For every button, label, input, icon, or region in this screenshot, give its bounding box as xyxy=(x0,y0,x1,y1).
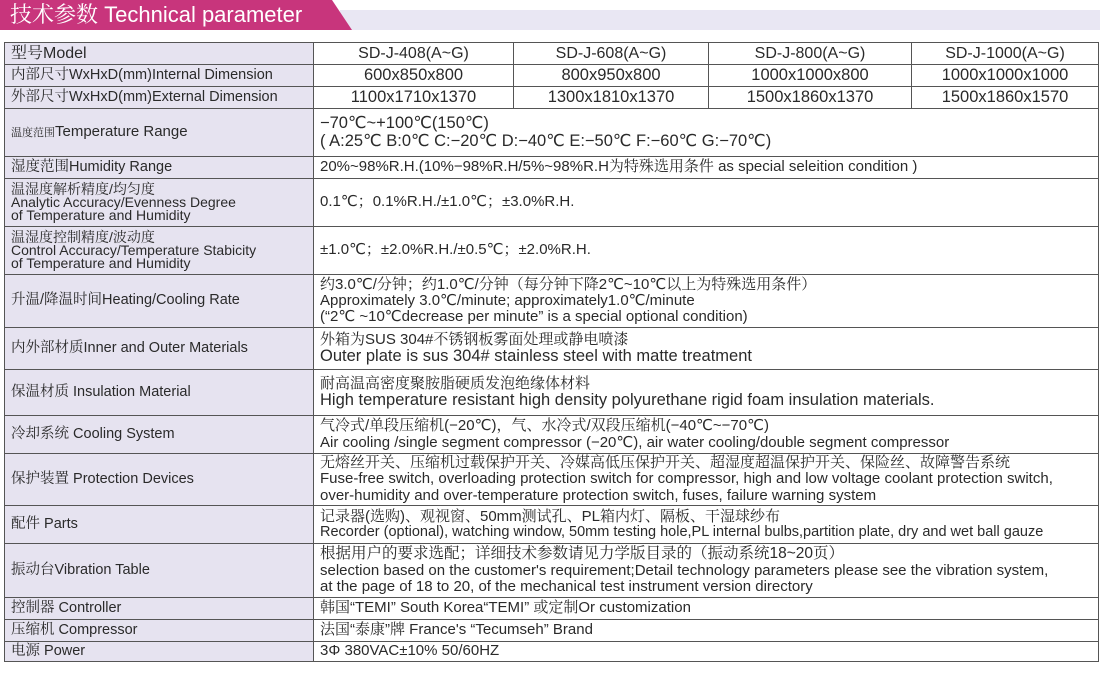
protection-devices-label: 保护装置 Protection Devices xyxy=(5,454,314,506)
external-value-800: 1500x1860x1370 xyxy=(709,87,912,109)
heating-cooling-rate-value xyxy=(314,275,1099,328)
rate-line1: 约3.0℃/分钟；约1.0℃/分钟（每分钟下降2℃~10℃以上为特殊选用条件） xyxy=(320,275,817,293)
power-value: 3Φ 380VAC±10% 50/60HZ xyxy=(314,642,1099,662)
model-value-408: SD-J-408(A~G) xyxy=(314,43,514,65)
row-temperature-range xyxy=(5,109,1099,157)
accuracy-value: 0.1℃；0.1%R.H./±1.0℃；±3.0%R.H. xyxy=(314,179,1099,227)
controller-label: 控制器 Controller xyxy=(5,598,314,620)
external-value-408: 1100x1710x1370 xyxy=(314,87,514,109)
section-title: 技术参数 Technical parameter xyxy=(10,2,303,27)
internal-dimension-label: 内部尺寸WxHxD(mm)Internal Dimension xyxy=(5,65,314,87)
compressor-label: 压缩机 Compressor xyxy=(5,620,314,642)
insulation-label: 保温材质 Insulation Material xyxy=(5,370,314,416)
external-value-1000: 1500x1860x1570 xyxy=(912,87,1099,109)
protection-line3: over-humidity and over-temperature protection switch, fuses, failure warning system xyxy=(320,486,877,504)
parts-line1: 记录器(选购)、观视窗、50mm测试孔、PL箱内灯、隔板、干湿球纱布 xyxy=(320,507,781,525)
row-power xyxy=(5,642,1099,662)
row-controller xyxy=(5,598,1099,620)
temperature-label-en: Temperature Range xyxy=(55,123,188,141)
temperature-range-label xyxy=(5,109,314,157)
control-accuracy-label xyxy=(5,227,314,275)
humidity-range-value: 20%~98%R.H.(10%−98%R.H/5%~98%R.H为特殊选用条件 as special seleition condition ) xyxy=(314,157,1099,179)
vibration-table-value xyxy=(314,544,1099,598)
control-label-en1: Control Accuracy/Temperature Stabicity xyxy=(11,241,257,258)
parts-label: 配件 Parts xyxy=(5,506,314,544)
cooling-line2: Air cooling /single segment compressor (−20℃), air water cooling/double segment compressor xyxy=(320,433,950,451)
materials-line1: 外箱为SUS 304#不锈钢板雾面处理或静电喷漆 xyxy=(320,330,629,348)
vibration-line1: 根据用户的要求选配；详细技术参数请见力学版目录的（振动系统18~20页） xyxy=(320,544,845,562)
internal-value-800: 1000x1000x800 xyxy=(709,65,912,87)
protection-devices-value xyxy=(314,454,1099,506)
insulation-line1: 耐高温高密度聚胺脂硬质发泡绝缘体材料 xyxy=(320,374,591,392)
row-heating-cooling-rate xyxy=(5,275,1099,328)
header-bar xyxy=(340,10,1100,30)
internal-value-408: 600x850x800 xyxy=(314,65,514,87)
accuracy-label xyxy=(5,179,314,227)
vibration-line3: at the page of 18 to 20, of the mechanical test instrument version directory xyxy=(320,577,813,595)
control-accuracy-value: ±1.0℃；±2.0%R.H./±0.5℃；±2.0%R.H. xyxy=(314,227,1099,275)
external-dimension-label: 外部尺寸WxHxD(mm)External Dimension xyxy=(5,87,314,109)
temperature-range-line1: −70℃~+100℃(150℃) xyxy=(320,113,489,132)
cooling-line1: 气冷式/单段压缩机(−20℃)，气、水冷式/双段压缩机(−40℃~−70℃) xyxy=(320,417,769,435)
materials-line2: Outer plate is sus 304# stainless steel with matte treatment xyxy=(320,346,752,365)
row-humidity-range xyxy=(5,157,1099,179)
humidity-range-label: 湿度范围Humidity Range xyxy=(5,157,314,179)
materials-label: 内外部材质Inner and Outer Materials xyxy=(5,328,314,370)
row-external-dimension xyxy=(5,87,1099,109)
heating-cooling-rate-label: 升温/降温时间Heating/Cooling Rate xyxy=(5,275,314,328)
parts-value xyxy=(314,506,1099,544)
section-header xyxy=(0,0,1100,30)
row-protection-devices xyxy=(5,454,1099,506)
internal-value-1000: 1000x1000x1000 xyxy=(912,65,1099,87)
controller-value: 韩国“TEMI” South Korea“TEMI” 或定制Or customization xyxy=(314,598,1099,620)
temperature-range-line2: ( A:25℃ B:0℃ C:−20℃ D:−40℃ E:−50℃ F:−60℃ G:−70℃) xyxy=(320,131,772,150)
row-vibration-table xyxy=(5,544,1099,598)
spec-table xyxy=(4,42,1099,662)
protection-line2: Fuse-free switch, overloading protection switch for compressor, high and low voltage coolant protection switch, xyxy=(320,470,1053,488)
insulation-value xyxy=(314,370,1099,416)
internal-value-608: 800x950x800 xyxy=(514,65,709,87)
vibration-table-label: 振动台Vibration Table xyxy=(5,544,314,598)
temperature-label-zh: 温度范围 xyxy=(11,127,55,140)
insulation-line2: High temperature resistant high density polyurethane rigid foam insulation materials. xyxy=(320,390,935,409)
row-accuracy xyxy=(5,179,1099,227)
model-value-608: SD-J-608(A~G) xyxy=(514,43,709,65)
rate-line2: Approximately 3.0℃/minute; approximately1.0℃/minute xyxy=(320,291,695,309)
accuracy-label-en1: Analytic Accuracy/Evenness Degree xyxy=(11,193,236,210)
external-value-608: 1300x1810x1370 xyxy=(514,87,709,109)
compressor-value: 法国“泰康”牌 France's “Tecumseh” Brand xyxy=(314,620,1099,642)
parts-line2: Recorder (optional), watching window, 50mm testing hole,PL internal bulbs,partition plate, dry and wet ball gauze xyxy=(320,523,1044,540)
control-label-zh: 温湿度控制精度/波动度 xyxy=(11,228,155,245)
cooling-system-label: 冷却系统 Cooling System xyxy=(5,416,314,454)
row-internal-dimension xyxy=(5,65,1099,87)
protection-line1: 无熔丝开关、压缩机过载保护开关、冷媒高低压保护开关、超湿度超温保护开关、保险丝、故障警告系统 xyxy=(320,454,1011,472)
row-insulation xyxy=(5,370,1099,416)
row-cooling-system xyxy=(5,416,1099,454)
row-parts xyxy=(5,506,1099,544)
model-value-800: SD-J-800(A~G) xyxy=(709,43,912,65)
rate-line3: (“2℃ ~10℃decrease per minute” is a special optional condition) xyxy=(320,308,748,326)
model-value-1000: SD-J-1000(A~G) xyxy=(912,43,1099,65)
row-model xyxy=(5,43,1099,65)
temperature-range-value xyxy=(314,109,1099,157)
control-label-en2: of Temperature and Humidity xyxy=(11,255,191,272)
cooling-system-value xyxy=(314,416,1099,454)
row-materials xyxy=(5,328,1099,370)
accuracy-label-zh: 温湿度解析精度/均匀度 xyxy=(11,180,155,197)
row-compressor xyxy=(5,620,1099,642)
row-control-accuracy xyxy=(5,227,1099,275)
vibration-line2: selection based on the customer's requirement;Detail technology parameters please see the vibration system, xyxy=(320,561,1049,579)
accuracy-label-en2: of Temperature and Humidity xyxy=(11,207,191,224)
materials-value xyxy=(314,328,1099,370)
power-label: 电源 Power xyxy=(5,642,314,662)
model-label: 型号Model xyxy=(5,43,314,65)
